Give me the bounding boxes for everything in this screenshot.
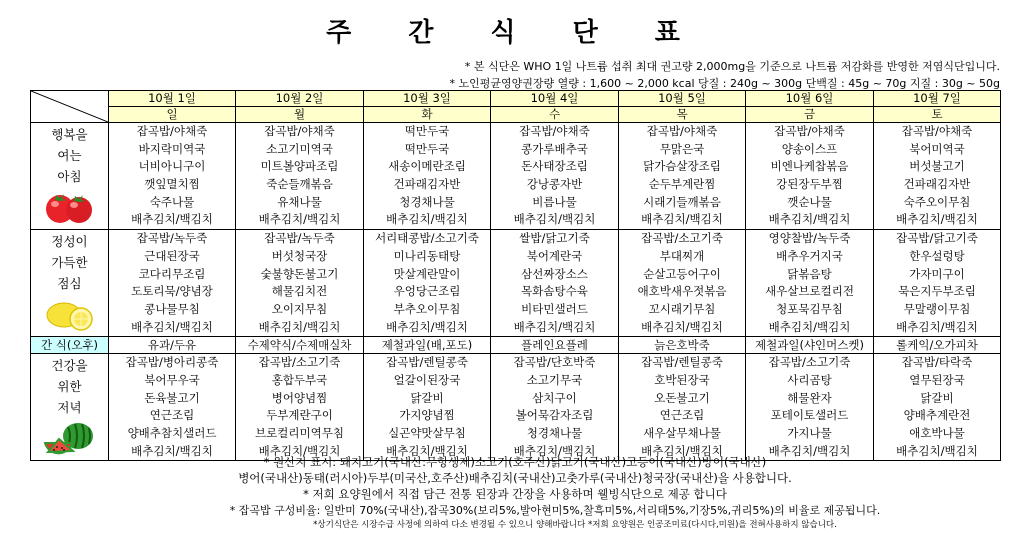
- menu-item: 삼선짜장소스: [521, 266, 588, 281]
- menu-item: 닭갈비: [920, 390, 954, 405]
- menu-item: 비엔나케찹볶음: [770, 159, 849, 174]
- menu-item: 순두부계란찜: [648, 177, 716, 192]
- meal-label-line: 행복을: [51, 127, 88, 142]
- menu-item: 배추김치/백김치: [513, 443, 596, 458]
- date-cell: 10월 6일: [746, 91, 874, 107]
- menu-item: 새송이메란조림: [388, 159, 466, 174]
- menu-item: 콩가루배추국: [521, 141, 588, 156]
- menu-item: 잡곡밥/단호박죽: [513, 355, 596, 370]
- dinner-cell: [874, 354, 1001, 461]
- menu-item: 배추김치/백김치: [513, 212, 596, 227]
- menu-item: 배추김치/백김치: [386, 443, 468, 458]
- menu-item: 잡곡밥/야채죽: [264, 124, 335, 138]
- menu-item: 강낭콩자반: [526, 177, 583, 192]
- day-cell: 토: [874, 107, 1001, 123]
- menu-item: 쌀밥/닭고기죽: [519, 231, 590, 246]
- menu-item: 맛살계란말이: [393, 266, 461, 281]
- menu-item: 브로컬리미역무침: [255, 426, 344, 440]
- menu-item: 연근조림: [149, 408, 195, 423]
- menu-item: 코다리무조림: [138, 266, 206, 281]
- dinner-row: [31, 354, 1001, 461]
- menu-item: 잡곡밥/닭고기죽: [896, 231, 978, 246]
- menu-item: 잡곡밥/녹두죽: [136, 231, 208, 246]
- dinner-label: [31, 354, 109, 461]
- menu-item: 양배추계란전: [903, 408, 971, 423]
- day-cell: 월: [236, 107, 364, 123]
- meal-label-line: 위한: [57, 379, 82, 395]
- menu-item: 볼어묵감자조림: [515, 408, 594, 423]
- menu-item: 잡곡밥/야채죽: [136, 124, 208, 138]
- menu-item: 비름나물: [532, 194, 577, 209]
- snack-item: 롤케익/오가피차: [874, 337, 1001, 354]
- menu-item: 바지락미역국: [138, 141, 206, 156]
- dinner-cell: [364, 354, 491, 461]
- menu-item: 잡곡밥/렌틸콩죽: [386, 355, 468, 370]
- snack-item: 수제약식/수제매실차: [236, 337, 364, 354]
- menu-item: 애호박새우젓볶음: [637, 284, 727, 299]
- lunch-cell: [746, 230, 874, 337]
- meal-label-line: 정성이: [51, 234, 88, 250]
- menu-item: 배추김치/백김치: [896, 319, 978, 334]
- menu-item: 무맑은국: [659, 141, 705, 156]
- date-cell: 10월 5일: [619, 91, 746, 107]
- menu-item: 깻순나물: [787, 194, 832, 209]
- menu-item: 강된장두부찜: [776, 177, 843, 192]
- sodium-note: * 본 식단은 WHO 1일 나트륨 섭취 최대 권고량 2,000mg을 기준으로 나트륨 저감화를 반영한 저염식단입니다.: [464, 60, 1000, 73]
- menu-item: 소고기무국: [526, 372, 583, 387]
- menu-item: 배추김치/백김치: [131, 212, 213, 227]
- menu-item: 배추김치/백김치: [641, 319, 723, 334]
- menu-item: 소고기미역국: [266, 141, 333, 156]
- menu-item: 잡곡밥/야채죽: [901, 124, 973, 138]
- menu-item: 부대찌개: [659, 248, 705, 263]
- menu-item: 배추김치/백김치: [131, 319, 213, 334]
- menu-item: 닭볶음탕: [787, 266, 832, 281]
- origin-note: * 원산지 표시: 돼지고기(국내산:무항생제)소고기(호주산)닭고기(국내산)고등어(국내산)방어(국내산): [263, 455, 767, 469]
- menu-item: 너비아니구이: [138, 159, 206, 174]
- menu-item: 잡곡밥/야채죽: [519, 124, 590, 138]
- origin-note-cont: 병어(국내산)동태(러시아)두부(미국산,호주산)배추김치(국내산)고춧가루(국내산)청국장(국내산)을 사용합니다.: [238, 471, 792, 485]
- menu-item: 배추김치/백김치: [768, 443, 851, 458]
- menu-item: 잡곡밥/렌틸콩죽: [641, 355, 723, 370]
- menu-item: 새우살브로컬리전: [765, 284, 854, 299]
- menu-item: 유채나물: [277, 194, 322, 209]
- menu-item: 목화솜탕수육: [521, 284, 588, 299]
- menu-item: 도토리묵/양념장: [131, 284, 213, 299]
- menu-item: 호박된장국: [654, 372, 710, 387]
- menu-item: 잡곡밥/야채죽: [774, 124, 845, 138]
- lunch-cell: [491, 230, 619, 337]
- menu-item: 오이지무침: [271, 301, 328, 316]
- menu-item: 미트볼양파조림: [260, 159, 339, 174]
- menu-item: 배추김치/백김치: [258, 212, 341, 227]
- snack-item: 플레인요플레: [491, 337, 619, 354]
- menu-item: 잡곡밥/타락죽: [901, 355, 973, 370]
- date-cell: 10월 7일: [874, 91, 1001, 107]
- menu-item: 배추김치/백김치: [768, 212, 851, 227]
- grain-ratio-note: * 잡곡밥 구성비율: 일반미 70%(국내산),잡곡30%(보리5%,발아현미5%,찰흑미5%,서리태5%,기장5%,귀리5%)의 비율로 제공됩니다.: [229, 504, 881, 517]
- lunch-cell: [364, 230, 491, 337]
- dinner-cell: [746, 354, 874, 461]
- snack-item: 제철과일(샤인머스켓): [746, 337, 874, 354]
- menu-item: 돈사태장조림: [521, 159, 588, 174]
- menu-item: 청경채나물: [399, 194, 455, 209]
- menu-item: 배추김치/백김치: [641, 443, 723, 458]
- menu-item: 건파래김자반: [393, 177, 461, 192]
- menu-item: 병어양념찜: [271, 390, 328, 405]
- menu-item: 순살고등어구이: [643, 266, 721, 281]
- breakfast-cell: [236, 123, 364, 230]
- menu-item: 가지양념찜: [399, 408, 455, 423]
- menu-item: 배추김치/백김치: [131, 443, 213, 458]
- menu-item: 잡곡밥/녹두죽: [264, 231, 335, 246]
- menu-item: 시래기들깨볶음: [643, 194, 721, 209]
- menu-item: 부추오이무침: [393, 301, 461, 316]
- menu-item: 포테이토샐러드: [770, 408, 849, 423]
- corner-diagonal: [31, 91, 108, 122]
- snack-item: 유과/두유: [109, 337, 236, 354]
- menu-item: 배추김치/백김치: [896, 212, 978, 227]
- menu-item: 배추김치/백김치: [768, 319, 851, 334]
- menu-item: 닭갈비: [410, 390, 444, 405]
- menu-item: 두부계란구이: [266, 408, 333, 423]
- breakfast-cell: [746, 123, 874, 230]
- menu-item: 콩나물무침: [144, 301, 200, 316]
- menu-item: 배추김치/백김치: [258, 443, 341, 458]
- menu-item: 영양찰밥/녹두죽: [768, 231, 851, 246]
- day-cell: 금: [746, 107, 874, 123]
- breakfast-cell: [364, 123, 491, 230]
- menu-item: 묵은지두부조림: [898, 284, 976, 299]
- menu-item: 배추김치/백김치: [896, 443, 978, 458]
- dinner-cell: [619, 354, 746, 461]
- menu-item: 가자미구이: [909, 266, 965, 281]
- breakfast-cell: [109, 123, 236, 230]
- menu-item: 미나리동태탕: [393, 248, 461, 263]
- menu-item: 우엉당근조림: [393, 284, 461, 299]
- menu-item: 배추김치/백김치: [258, 319, 341, 334]
- lunch-cell: [874, 230, 1001, 337]
- breakfast-row: [31, 123, 1001, 230]
- menu-item: 잡곡밥/야채죽: [646, 124, 718, 138]
- menu-item: 죽순들깨볶음: [266, 177, 333, 192]
- menu-item: 새우살무채나물: [643, 426, 721, 440]
- date-cell: 10월 4일: [491, 91, 619, 107]
- breakfast-label: [31, 123, 109, 230]
- snack-item: 늙은호박죽: [619, 337, 746, 354]
- menu-item: 실곤약맛살무침: [388, 426, 466, 440]
- meal-label-line: 건강을: [51, 358, 88, 374]
- menu-item: 잡곡밥/소고기죽: [641, 231, 723, 246]
- menu-item: 오돈불고기: [654, 390, 710, 405]
- day-cell: 화: [364, 107, 491, 123]
- day-cell: 일: [109, 107, 236, 123]
- menu-item: 해물완자: [787, 390, 832, 405]
- menu-item: 꼬시래기무침: [648, 301, 716, 316]
- menu-item: 건파래김자반: [903, 177, 971, 192]
- dinner-cell: [236, 354, 364, 461]
- menu-item: 버섯불고기: [909, 159, 965, 174]
- menu-item: 배추김치/백김치: [386, 319, 468, 334]
- menu-item: 삼치구이: [532, 390, 577, 405]
- meal-label-line: 여는: [57, 148, 82, 163]
- disclaimer-note: *상기식단은 시장수급 사정에 의하여 다소 변경될 수 있으니 양해바랍니다 *저희 요양원은 인공조미료(다시다,미원)을 전혀사용하지 않습니다.: [313, 520, 837, 530]
- menu-item: 연근조림: [659, 408, 705, 423]
- breakfast-cell: [874, 123, 1001, 230]
- menu-item: 잡곡밥/소고기죽: [768, 355, 851, 370]
- header-corner: [31, 91, 109, 123]
- breakfast-cell: [619, 123, 746, 230]
- lunch-cell: [619, 230, 746, 337]
- lunch-cell: [236, 230, 364, 337]
- menu-item: 숙주나물: [149, 194, 195, 209]
- lunch-row: [31, 230, 1001, 337]
- menu-item: 배추김치/백김치: [513, 319, 596, 334]
- menu-item: 얼갈이된장국: [393, 372, 461, 387]
- day-cell: 목: [619, 107, 746, 123]
- menu-item: 북어계란국: [526, 248, 583, 263]
- menu-item: 한우설렁탕: [909, 248, 965, 263]
- menu-item: 북어미역국: [909, 141, 965, 156]
- menu-item: 배추우거지국: [776, 248, 843, 263]
- menu-item: 북어무우국: [144, 372, 200, 387]
- menu-item: 배추김치/백김치: [641, 212, 723, 227]
- lunch-label: [31, 230, 109, 337]
- menu-item: 청포묵김무침: [776, 301, 843, 316]
- menu-item: 잡곡밥/소고기죽: [258, 355, 341, 370]
- nutrition-note: * 노인평균영양권장량 열량 : 1,600 ~ 2,000 kcal 당질 : 240g ~ 300g 단백질 : 45g ~ 70g 지질 : 30g ~ 50g: [449, 77, 1000, 90]
- menu-item: 홍합두부국: [271, 372, 328, 387]
- menu-item: 깻잎멸치찜: [144, 177, 200, 192]
- menu-item: 비타민샐러드: [521, 301, 588, 316]
- breakfast-cell: [491, 123, 619, 230]
- menu-item: 양배추참치샐러드: [127, 426, 217, 440]
- meal-label-line: 가득한: [51, 255, 88, 271]
- menu-item: 근대된장국: [144, 248, 200, 263]
- meal-label-line: 점심: [57, 276, 82, 292]
- soy-sauce-note: * 저희 요양원에서 직접 담근 전통 된장과 간장을 사용하며 웰빙식단으로 제공 합니다: [303, 487, 727, 501]
- snack-item: 제철과일(배,포도): [364, 337, 491, 354]
- menu-item: 떡만두국: [404, 124, 450, 138]
- tomato-icon: [43, 188, 97, 226]
- menu-item: 숙주오이무침: [903, 194, 971, 209]
- dinner-cell: [109, 354, 236, 461]
- lunch-cell: [109, 230, 236, 337]
- menu-item: 사리곰탕: [787, 372, 832, 387]
- snack-row: [31, 337, 1001, 354]
- menu-item: 양송이스프: [781, 141, 838, 156]
- menu-item: 떡만두국: [404, 141, 450, 156]
- menu-item: 돈육불고기: [144, 390, 200, 405]
- lemon-icon: [43, 295, 97, 335]
- day-cell: 수: [491, 107, 619, 123]
- menu-item: 배추김치/백김치: [386, 212, 468, 227]
- menu-item: 숯불향돈불고기: [260, 266, 339, 281]
- snack-label: 간 식(오후): [31, 337, 109, 354]
- date-cell: 10월 1일: [109, 91, 236, 107]
- dinner-cell: [491, 354, 619, 461]
- menu-item: 잡곡밥/병아리콩죽: [125, 355, 219, 370]
- weekly-menu-table: [30, 90, 1001, 461]
- menu-item: 무말랭이무침: [903, 301, 971, 316]
- menu-item: 열무된장국: [909, 372, 965, 387]
- menu-item: 해물김치전: [271, 284, 328, 299]
- meal-label-line: 아침: [57, 169, 82, 184]
- menu-item: 버섯청국장: [271, 248, 328, 263]
- meal-label-line: 저녁: [57, 400, 82, 416]
- menu-item: 서리태콩밥/소고기죽: [375, 231, 479, 246]
- date-cell: 10월 3일: [364, 91, 491, 107]
- menu-item: 애호박나물: [909, 426, 965, 440]
- menu-item: 닭가슴살장조림: [643, 159, 721, 174]
- page-title: 주 간 식 단 표: [326, 18, 704, 48]
- menu-item: 청경채나물: [526, 426, 583, 440]
- date-cell: 10월 2일: [236, 91, 364, 107]
- menu-item: 가지나물: [787, 426, 832, 440]
